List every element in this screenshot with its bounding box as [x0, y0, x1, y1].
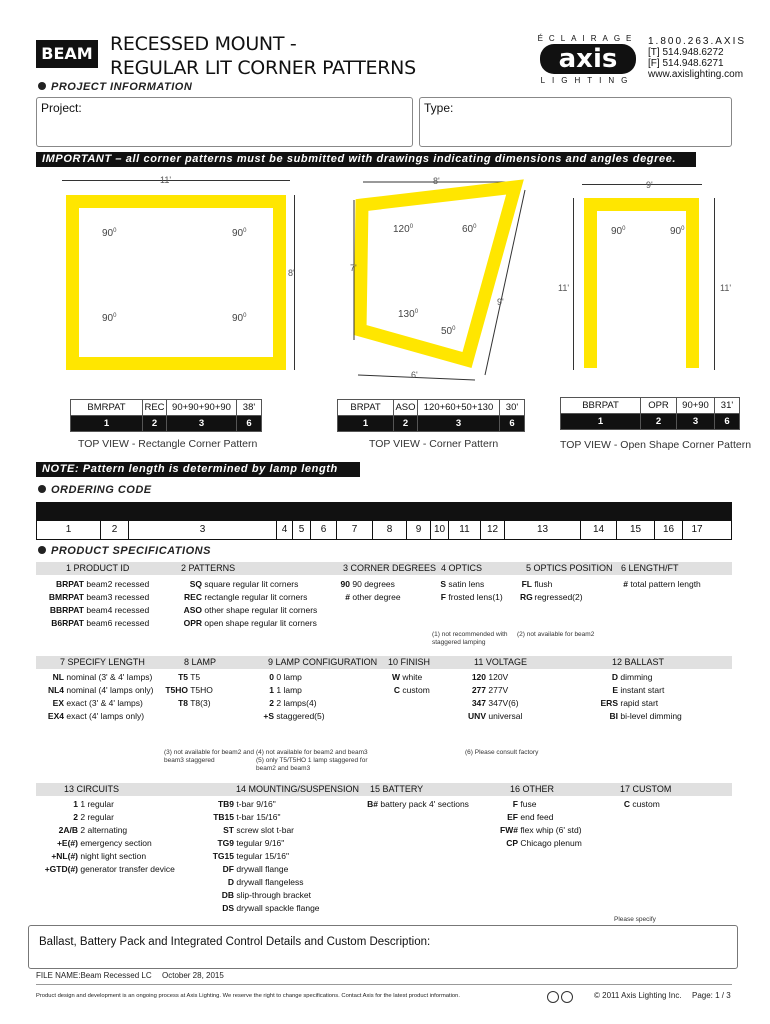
footnote: (1) not recommended with staggered lamping [432, 631, 508, 646]
lighting-text: LIGHTING [540, 76, 635, 85]
ul-certification-icon [543, 990, 583, 1004]
angle-label: $120^0$ [393, 224, 414, 235]
angle-label: $90^0$ [232, 228, 247, 239]
ord-cell: 13 [505, 521, 581, 539]
spec-header-row-2: 7 SPECIFY LENGTH 8 LAMP 9 LAMP CONFIGURATION 10 FINISH 11 VOLTAGE 12 BALLAST [36, 656, 732, 669]
ord-cell: 4 [277, 521, 293, 539]
angle-label: $90^0$ [232, 313, 247, 324]
type-field[interactable] [419, 97, 732, 147]
spec-col-mounting: TB9 t-bar 9/16" TB15 t-bar 15/16" ST screw slot t-bar TG9 tegular 9/16" TG15 tegular 15/16" DF drywall flange D drywall flangeless DB slip-through bracket DS drywall spackle flange [212, 799, 320, 913]
spec-col-specify-length: NL nominal (3' & 4' lamps) NL4 nominal (4' lamps only) EX exact (3' & 4' lamps) EX4 exact (4' lamps only) [47, 672, 154, 721]
ord-cell: 14 [581, 521, 617, 539]
spec-col-other: F fuse EF end feed FW# flex whip (6' std) CP Chicago plenum [500, 799, 582, 848]
angle-label: $90^0$ [102, 313, 117, 324]
project-label: Project: [41, 101, 82, 115]
description-label: Ballast, Battery Pack and Integrated Control Details and Custom Description: [39, 936, 431, 948]
ord-cell: 3 [129, 521, 277, 539]
bullet-icon [38, 546, 46, 554]
dim-label-width: 11' [160, 175, 172, 185]
pattern-code-table: BMRPAT REC 90+90+90+90 38' 1 2 3 6 [70, 399, 262, 432]
phone-number: 1.800.263.AXIS [648, 36, 747, 47]
note-banner: NOTE: Pattern length is determined by lamp length [36, 462, 360, 477]
spec-col-ballast: D dimming E instant start ERS rapid start BI bi-level dimming [600, 672, 682, 721]
axis-wordmark: axis [540, 44, 636, 74]
angle-label: $90^0$ [611, 226, 626, 237]
angle-label: $90^0$ [670, 226, 685, 237]
file-date: October 28, 2015 [162, 971, 224, 980]
dim-label: 9' [497, 297, 504, 307]
ord-cell: 17 [691, 524, 703, 535]
disclaimer: Product design and development is an ongoing process at Axis Lighting. We reserve the right to change specifications. Contact Axis for the latest product information. [36, 993, 460, 999]
open-shape-pattern-frame [584, 198, 699, 368]
ordering-heading: ORDERING CODE [38, 484, 152, 496]
dim-line [582, 184, 702, 185]
axis-logo [530, 34, 645, 88]
spec-header-row-3: 13 CIRCUITS 14 MOUNTING/SUSPENSION 15 BATTERY 16 OTHER 17 CUSTOM [36, 783, 732, 796]
ord-cell: 6 [311, 521, 337, 539]
ord-cell: 9 [407, 521, 431, 539]
spec-col-optics: S satin lens F frosted lens(1) [440, 579, 503, 602]
footnote: (3) not available for beam2 and beam3 staggered [164, 749, 254, 764]
type-label: Type: [424, 101, 454, 115]
ordering-code-input-bar[interactable] [36, 502, 732, 520]
important-banner: IMPORTANT – all corner patterns must be submitted with drawings indicating dimensions and angles degree. [36, 152, 696, 167]
fax-number: [F] 514.948.6271 [648, 58, 724, 69]
footnote: (2) not available for beam2 [517, 631, 595, 638]
corner-pattern-drawing [340, 170, 540, 395]
spec-col-voltage: 120 120V 277 277V 347 347V(6) UNV universal [468, 672, 523, 721]
contact-info [648, 36, 746, 80]
dim-label: 7' [350, 263, 357, 273]
spec-col-custom: C custom [623, 799, 660, 809]
ord-cell: 7 [337, 521, 373, 539]
dim-line [62, 180, 290, 181]
spec-col-finish: W white C custom [391, 672, 430, 695]
specs-heading: PRODUCT SPECIFICATIONS [38, 545, 211, 557]
dim-line [573, 198, 574, 370]
dim-line [714, 198, 715, 370]
ordering-code-cells [36, 520, 732, 540]
spec-block-2 [36, 671, 732, 731]
pattern-caption: TOP VIEW - Corner Pattern [369, 438, 499, 450]
bullet-icon [38, 485, 46, 493]
bullet-icon [38, 82, 46, 90]
pattern-code-table: BRPAT ASO 120+60+50+130 30' 1 2 3 6 [337, 399, 525, 432]
spec-col-product-id: BRPAT beam2 recessed BMRPAT beam3 recessed BBRPAT beam4 recessed B6RPAT beam6 recessed [48, 579, 150, 628]
dim-label-height: 8' [288, 268, 295, 278]
page-number: Page: 1 / 3 [692, 991, 731, 1000]
ord-cell: 11 [449, 521, 481, 539]
tel-number: [T] 514.948.6272 [648, 47, 724, 58]
spec-block-3 [36, 798, 732, 916]
spec-col-battery: B# battery pack 4' sections [367, 799, 469, 809]
pattern-code-table: BBRPAT OPR 90+90 31' 1 2 3 6 [560, 397, 740, 430]
ord-cell: 12 [481, 521, 505, 539]
ord-cell: 16 [655, 521, 683, 539]
pattern-caption: TOP VIEW - Rectangle Corner Pattern [78, 438, 258, 450]
spec-block-1 [36, 578, 732, 633]
ord-cell: 2 [101, 521, 129, 539]
dim-label: 6' [411, 370, 418, 380]
please-specify-note: Please specify [614, 916, 656, 923]
spec-col-degrees: 90 90 degrees # other degree [340, 579, 401, 602]
project-field[interactable] [36, 97, 413, 147]
spec-col-lamp-config: 0 0 lamp 1 1 lamp 2 2 lamps(4) +S staggered(5) [263, 672, 325, 721]
footnote: (4) not available for beam2 and beam3 (5) only T5/T5HO 1 lamp staggered for beam2 and beam3 [256, 749, 368, 772]
spec-col-length: # total pattern length [623, 579, 701, 589]
eclairage-text: ÉCLAIRAGE [537, 34, 638, 43]
ord-cell: 5 [293, 521, 311, 539]
ord-cell: 10 [431, 521, 449, 539]
angle-label: $60^0$ [462, 224, 477, 235]
dim-label: 8' [433, 176, 440, 186]
angle-label: $50^0$ [441, 326, 456, 337]
file-name: FILE NAME:Beam Recessed LC [36, 971, 152, 980]
rectangle-pattern-frame [66, 195, 286, 370]
spec-header-row-1: 1 PRODUCT ID 2 PATTERNS 3 CORNER DEGREES 4 OPTICS 5 OPTICS POSITION 6 LENGTH/FT [36, 562, 732, 575]
spec-col-patterns: SQ square regular lit corners REC rectangle regular lit corners ASO other shape regular lit corners OPR open shape regular lit corners [183, 579, 318, 628]
spec-col-optics-position: FL flush RG regressed(2) [520, 579, 583, 602]
website: www.axislighting.com [648, 69, 744, 80]
angle-label: $130^0$ [398, 309, 419, 320]
dim-label: 11' [558, 283, 570, 293]
angle-label: $90^0$ [102, 228, 117, 239]
footer-divider [36, 984, 732, 985]
ord-cell: 15 [617, 521, 655, 539]
spec-col-circuits: 1 1 regular 2 2 regular 2A/B 2 alternating +E(#) emergency section +NL(#) night light section +GTD(#) generator transfer device [44, 799, 175, 874]
description-field[interactable] [28, 925, 738, 969]
dim-label: 11' [720, 283, 732, 293]
beam-logo: BEAM [36, 40, 98, 68]
project-info-heading: PROJECT INFORMATION [38, 81, 192, 93]
dim-line [294, 195, 295, 370]
spec-col-lamp: T5 T5 T5HO T5HO T8 T8(3) [165, 672, 213, 708]
dim-label: 9' [646, 180, 653, 190]
copyright: © 2011 Axis Lighting Inc. [594, 991, 682, 1000]
page-title: RECESSED MOUNT - REGULAR LIT CORNER PATTERNS [110, 33, 416, 79]
footnote: (6) Please consult factory [465, 749, 539, 756]
ord-cell: 1 [37, 521, 101, 539]
pattern-caption: TOP VIEW - Open Shape Corner Pattern [560, 439, 752, 451]
ord-cell: 8 [373, 521, 407, 539]
